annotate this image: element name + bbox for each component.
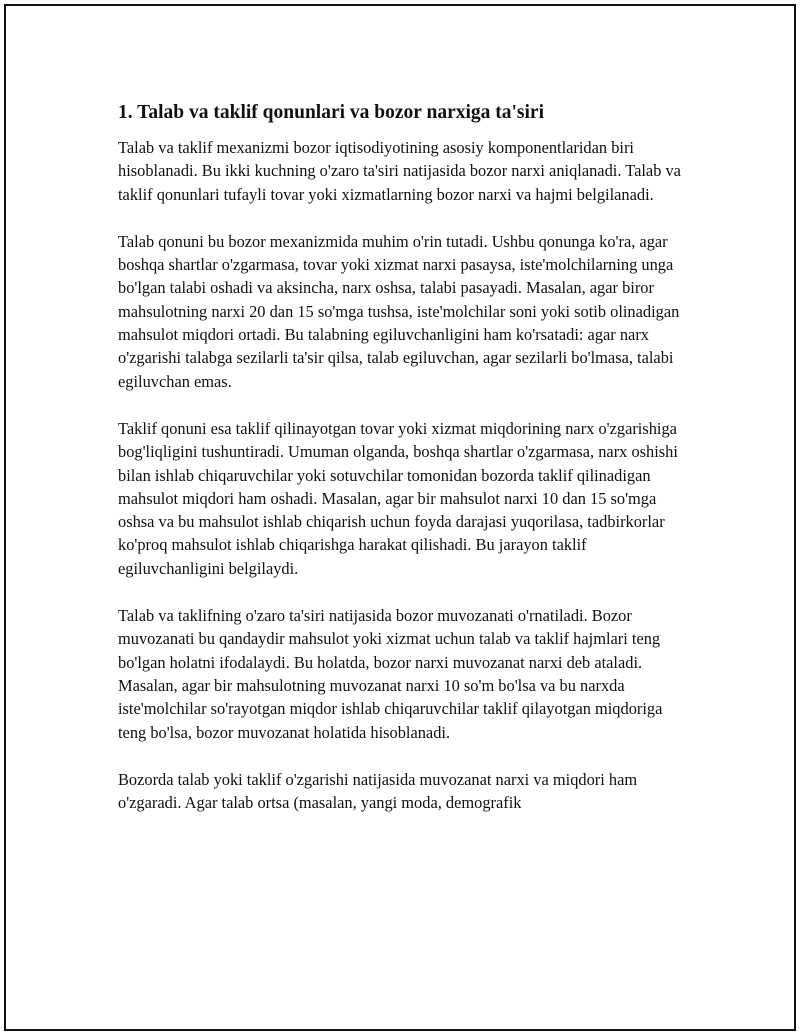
document-body — [118, 100, 690, 838]
paragraph-supply-law: Taklif qonuni esa taklif qilinayotgan tovar yoki xizmat miqdorining narx o'zgarishiga bog'liqligini tushuntiradi. Umuman olganda, boshqa shartlar o'zgarmasa, narx oshishi bilan ishlab chiqaruvchilar yoki sotuvchilar tomonidan bozorda taklif qilinadigan mahsulot miqdori ham oshadi. Masalan, agar bir mahsulot narxi 10 dan 15 so'mga oshsa va bu mahsulot ishlab chiqarish uchun foyda darajasi yuqorilasa, tadbirkorlar ko'proq mahsulot ishlab chiqarishga harakat qilishadi. Bu jarayon taklif egiluvchanligini belgilaydi. — [118, 418, 678, 578]
paragraph-demand-law: Talab qonuni bu bozor mexanizmida muhim o'rin tutadi. Ushbu qonunga ko'ra, agar boshqa shartlar o'zgarmasa, tovar yoki xizmat narxi pasaysa, iste'molchilarning unga bo'lgan talabi oshadi va aksincha, narx oshsa, talabi pasayadi. Masalan, agar biror mahsulotning narxi 20 dan 15 so'mga tushsa, iste'molchilar soni yoki sotib olinadigan mahsulot miqdori ortadi. Bu talabning egiluvchanligini ham ko'rsatadi: agar narx o'zgarishi talabga sezilarli ta'sir qilsa, talab egiluvchan, agar sezilarli bo'lmasa, talabi egiluvchan emas. — [118, 231, 680, 391]
paragraph-market-equilibrium: Talab va taklifning o'zaro ta'siri natijasida bozor muvozanati o'rnatiladi. Bozor muvozanati bu qandaydir mahsulot yoki xizmat uchun talab va taklif hajmlari teng bo'lgan holatni ifodalaydi. Bu holatda, bozor narxi muvozanat narxi deb ataladi. Masalan, agar bir mahsulotning muvozanat narxi 10 so'm bo'lsa va bu narxda iste'molchilar so'rayotgan miqdor ishlab chiqaruvchilar taklif qilayotgan miqdoriga teng bo'lsa, bozor muvozanat holatida hisoblanadi. — [118, 606, 663, 742]
section-heading: 1. Talab va taklif qonunlari va bozor narxiga ta'siri — [118, 102, 545, 123]
paragraph-intro: Talab va taklif mexanizmi bozor iqtisodiyotining asosiy komponentlaridan biri hisoblanadi. Bu ikki kuchning o'zaro ta'siri natijasida bozor narxi aniqlanadi. Talab va taklif qonunlari tufayli tovar yoki xizmatlarning bozor narxi va hajmi belgilanadi. — [118, 138, 681, 204]
page-frame — [4, 4, 796, 1031]
paragraph-equilibrium-shift: Bozorda talab yoki taklif o'zgarishi natijasida muvozanat narxi va miqdori ham o'zgaradi. Agar talab ortsa (masalan, yangi moda, demografik — [118, 769, 638, 813]
